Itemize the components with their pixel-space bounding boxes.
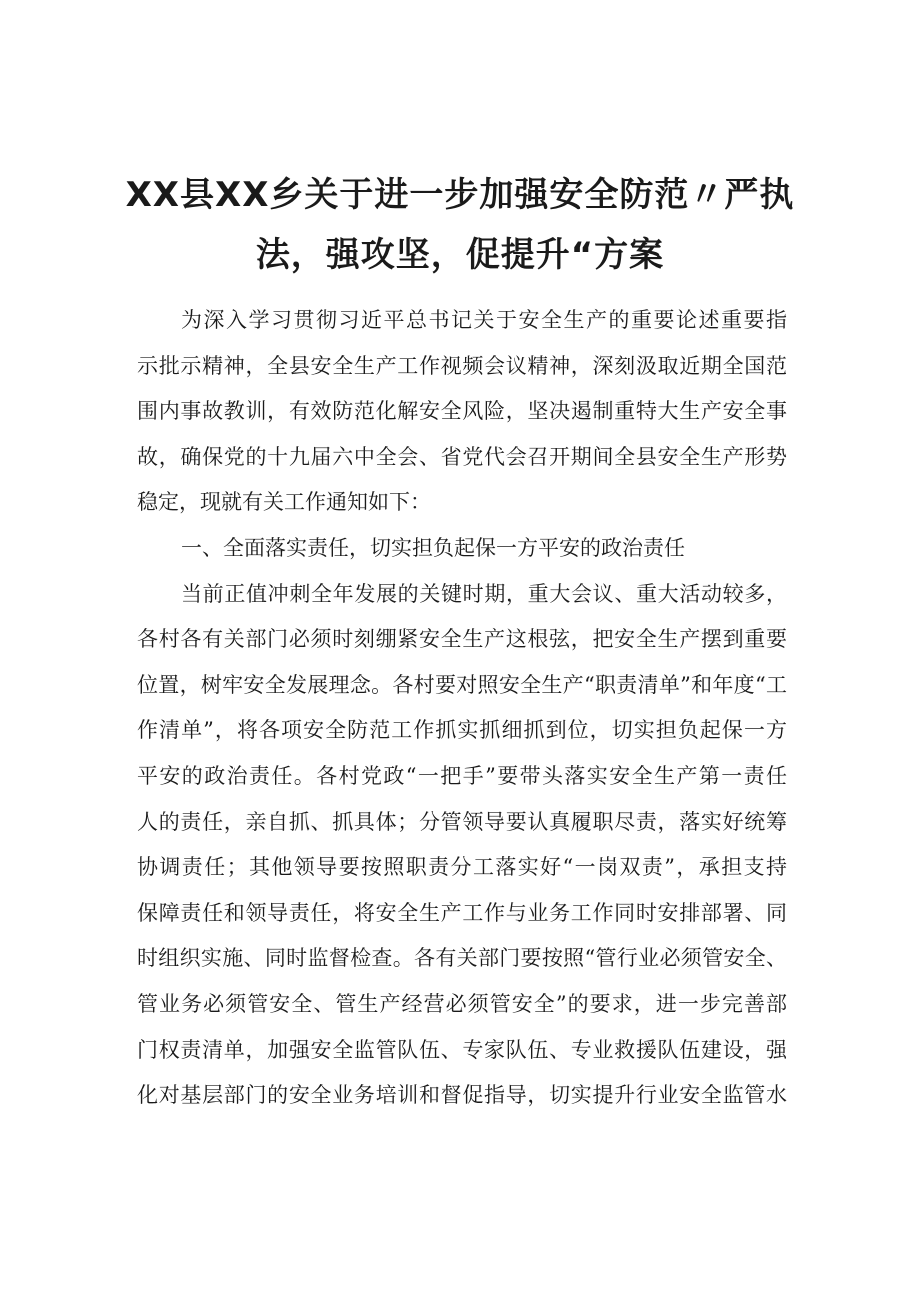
title-line-2: 法，强攻坚，促提升“方案 <box>255 235 665 275</box>
body-line-17: 门权责清单，加强安全监管队伍、专家队伍、专业救援队伍建设，强 <box>137 1037 787 1062</box>
body-line-18: 化对基层部门的安全业务培训和督促指导，切实提升行业安全监管水 <box>137 1083 787 1108</box>
document-title <box>110 165 810 285</box>
body-line-15: 时组织实施、同时监督检查。各有关部门要按照“管行业必须管安全、 <box>137 946 787 971</box>
document-body <box>137 298 787 1119</box>
body-line-12: 人的责任，亲自抓、抓具体；分管领导要认真履职尽责，落实好统筹 <box>137 809 787 834</box>
body-line-3: 围内事故教训，有效防范化解安全风险，坚决遏制重特大生产安全事 <box>137 399 787 424</box>
section-heading-1: 一、全面落实责任，切实担负起保一方平安的政治责任 <box>181 535 685 560</box>
body-line-8: 各村各有关部门必须时刻绷紧安全生产这根弦，把安全生产摆到重要 <box>137 627 787 652</box>
body-line-14: 保障责任和领导责任，将安全生产工作与业务工作同时安排部署、同 <box>137 900 787 925</box>
body-line-9: 位置，树牢安全发展理念。各村要对照安全生产“职责清单”和年度“工 <box>137 672 787 697</box>
body-line-4: 故，确保党的十九届六中全会、省党代会召开期间全县安全生产形势 <box>137 444 787 469</box>
body-line-2: 示批示精神，全县安全生产工作视频会议精神，深刻汲取近期全国范 <box>137 353 787 378</box>
body-line-5: 稳定，现就有关工作通知如下： <box>137 490 431 515</box>
body-line-11: 平安的政治责任。各村党政“一把手”要带头落实安全生产第一责任 <box>137 763 787 788</box>
body-line-7: 当前正值冲刺全年发展的关键时期，重大会议、重大活动较多， <box>181 581 787 606</box>
body-line-1: 为深入学习贯彻习近平总书记关于安全生产的重要论述重要指 <box>181 308 787 332</box>
body-line-16: 管业务必须管安全、管生产经营必须管安全”的要求，进一步完善部 <box>137 991 787 1016</box>
body-line-13: 协调责任；其他领导要按照职责分工落实好“一岗双责”，承担支持 <box>137 855 787 880</box>
title-line-1: XX县XX乡关于进一步加强安全防范〃严执 <box>125 175 795 215</box>
body-line-10: 作清单”，将各项安全防范工作抓实抓细抓到位，切实担负起保一方 <box>137 718 787 743</box>
